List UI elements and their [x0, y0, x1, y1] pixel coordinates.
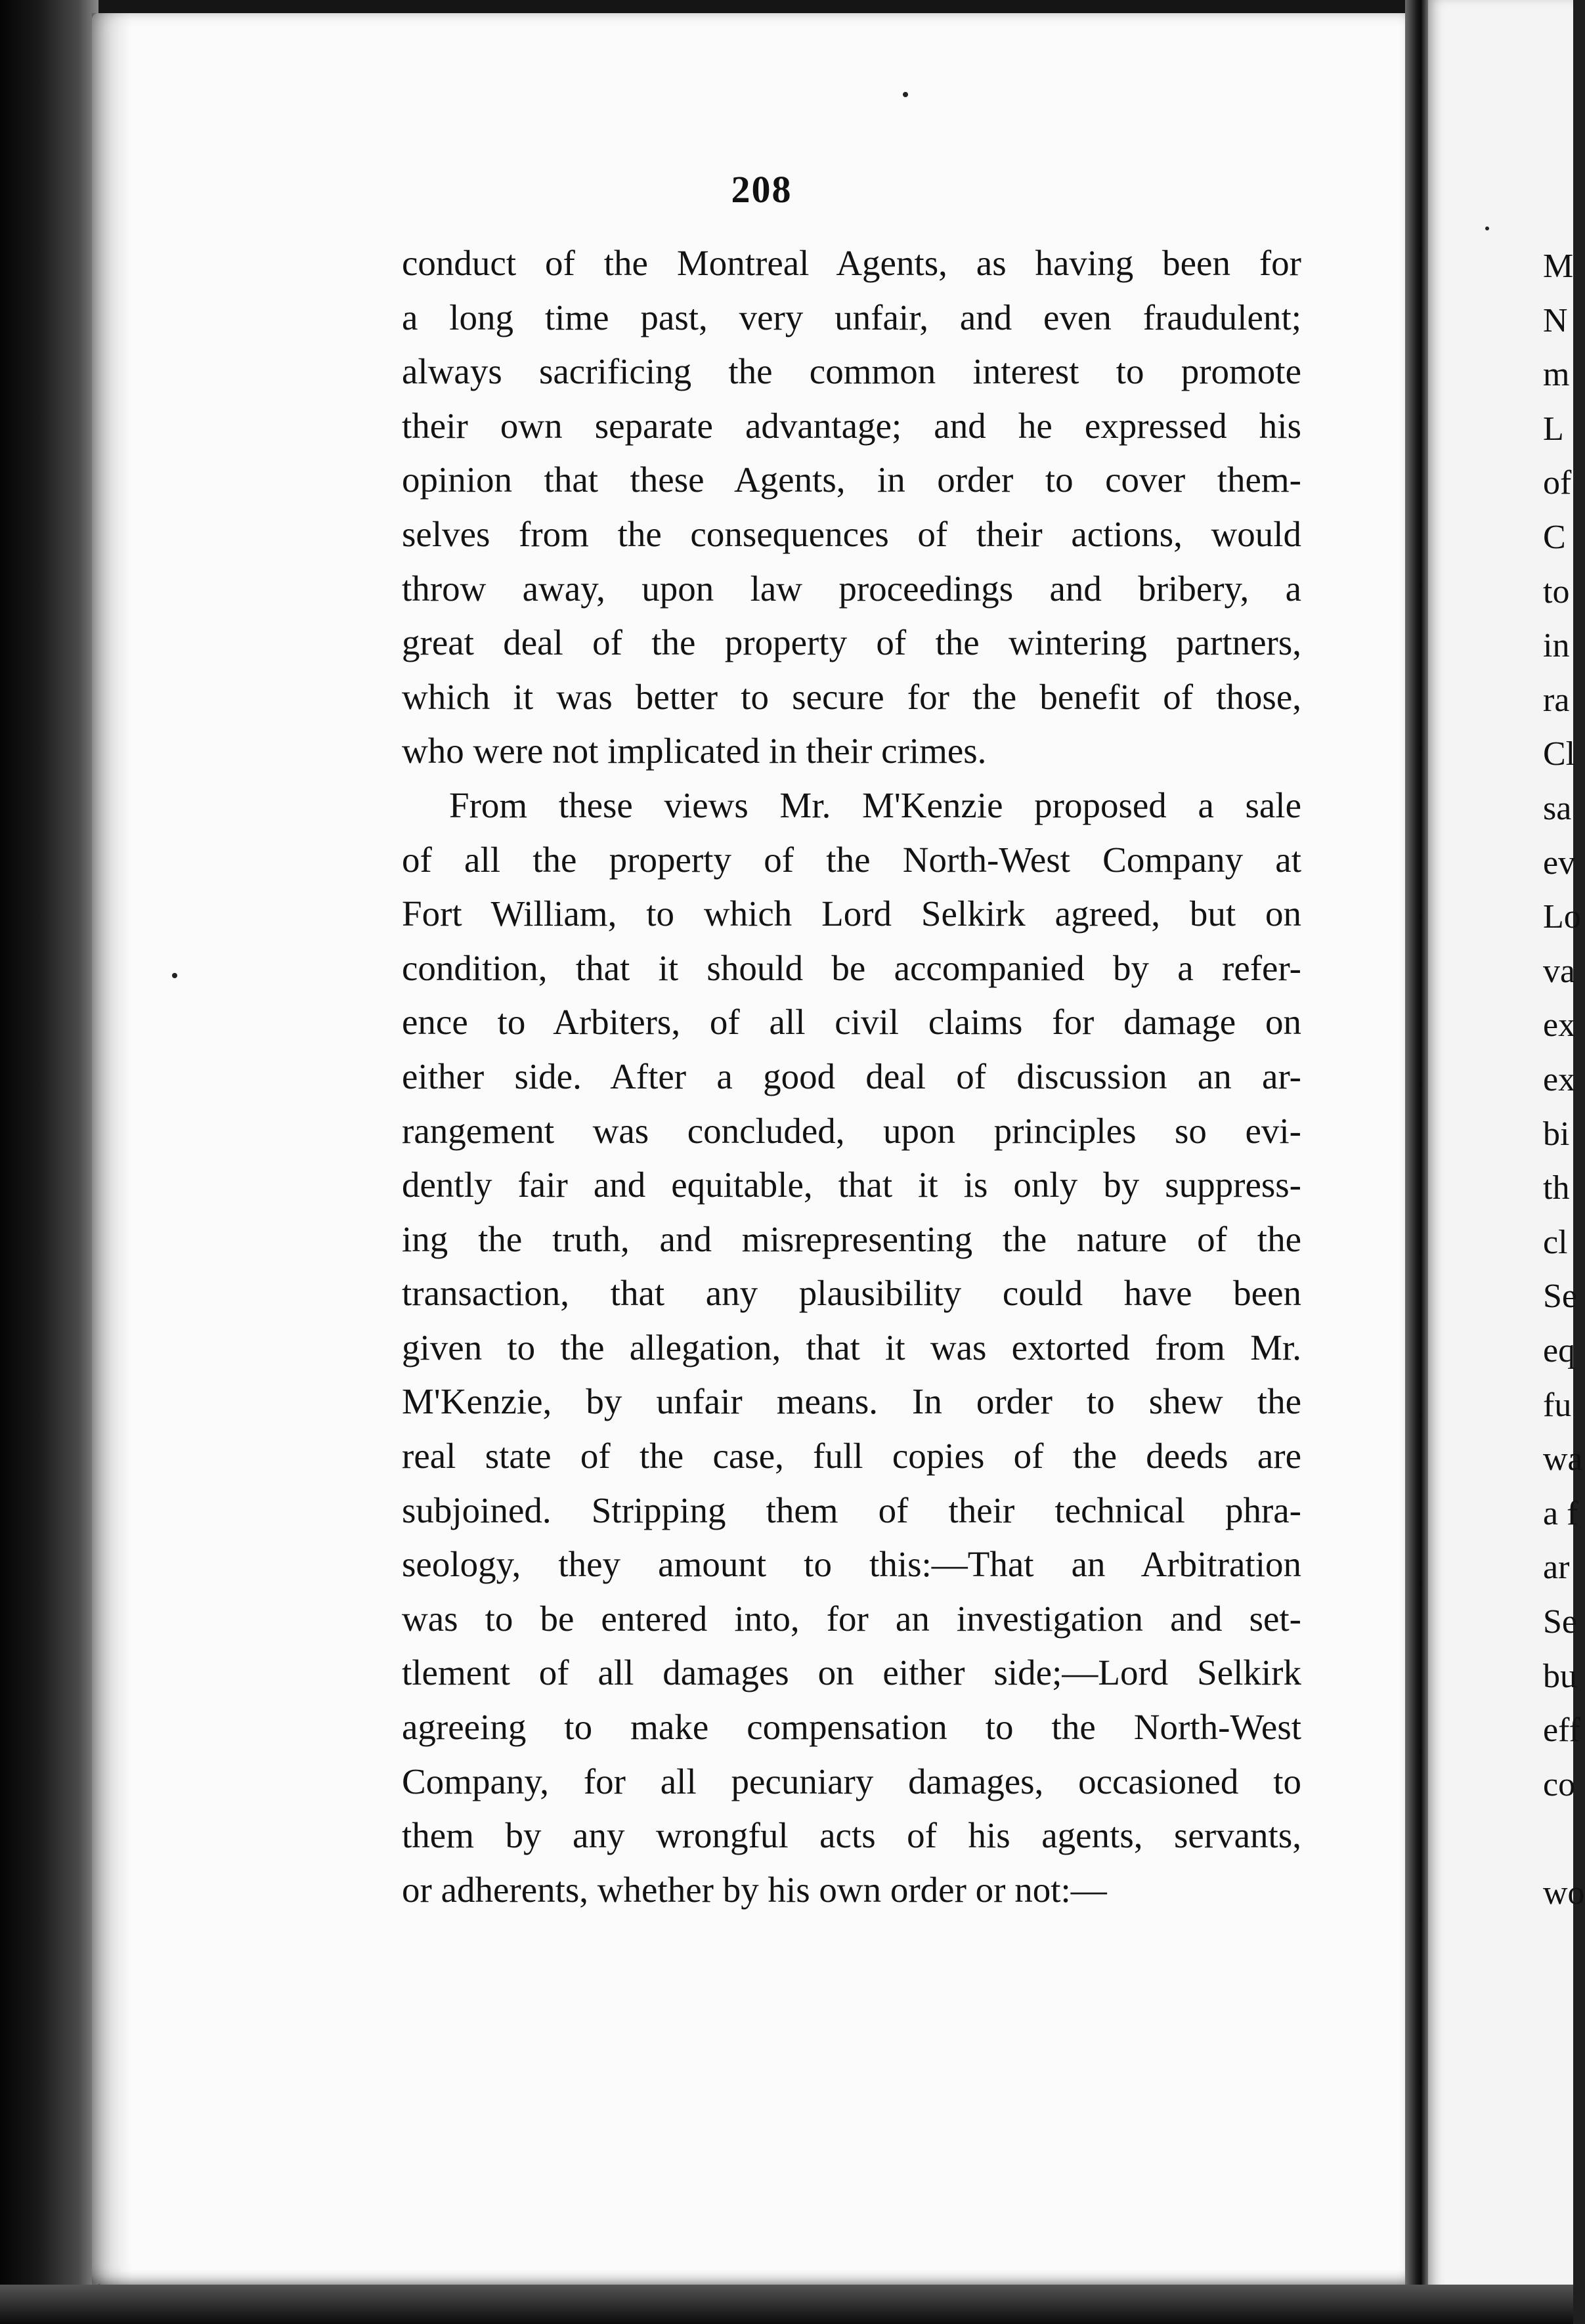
text-line: condition, that it should be accompanied by a refer- — [402, 947, 1301, 988]
facing-page-fragment: of — [1543, 464, 1572, 502]
text-line: rangement was concluded, upon principles so evi- — [402, 1110, 1301, 1151]
text-line: or adherents, whether by his own order or not:— — [402, 1869, 1107, 1910]
text-line: them by any wrongful acts of his agents, servants, — [402, 1815, 1301, 1856]
facing-page-fragment: Lo — [1543, 898, 1581, 936]
text-line: throw away, upon law proceedings and bribery, a — [402, 568, 1301, 609]
facing-page-fragment: eff — [1543, 1711, 1580, 1750]
page-curl-shadow — [92, 13, 131, 2285]
text-line: subjoined. Stripping them of their technical phra- — [402, 1490, 1301, 1530]
facing-page-fragment: wa — [1543, 1440, 1583, 1478]
facing-page-fragment: va — [1543, 952, 1576, 990]
facing-page-fragment: m — [1543, 356, 1570, 394]
facing-page-fragment: fu — [1543, 1386, 1572, 1424]
text-line: of all the property of the North-West Company at — [402, 839, 1301, 880]
facing-page-fragment: cl — [1543, 1223, 1568, 1261]
facing-page-fragment: eq — [1543, 1332, 1576, 1369]
facing-page-fragment: th — [1543, 1169, 1570, 1207]
facing-page-fragment: ev — [1543, 844, 1576, 882]
text-line: given to the allegation, that it was extorted from Mr. — [402, 1327, 1301, 1367]
facing-page-fragment: Cl — [1543, 735, 1576, 773]
facing-page-fragment: Se — [1543, 1278, 1577, 1316]
facing-page-fragment: bu — [1543, 1657, 1577, 1695]
text-line: either side. After a good deal of discussion an ar- — [402, 1056, 1301, 1096]
facing-page-fragment: Se — [1543, 1603, 1577, 1641]
text-line: great deal of the property of the wintering partners, — [402, 622, 1301, 663]
text-line: M'Kenzie, by unfair means. In order to shew the — [402, 1381, 1301, 1422]
text-line: real state of the case, full copies of the deeds are — [402, 1436, 1301, 1476]
ink-speck — [172, 973, 177, 978]
text-line: ing the truth, and misrepresenting the nature of the — [402, 1218, 1301, 1259]
text-line: transaction, that any plausibility could have been — [402, 1273, 1301, 1314]
bottom-edge-shadow — [0, 2285, 1573, 2324]
page-body-text — [402, 236, 1301, 1917]
facing-page-fragment: C — [1543, 519, 1566, 556]
facing-page-fragment: a f — [1543, 1494, 1578, 1532]
facing-page-fragment: N — [1543, 301, 1568, 339]
text-line: Fort William, to which Lord Selkirk agreed, but on — [402, 893, 1301, 934]
text-line: a long time past, very unfair, and even fraudulent; — [402, 297, 1301, 337]
book-gutter — [1405, 0, 1431, 2324]
facing-page-fragment: co — [1543, 1765, 1576, 1803]
text-line: Company, for all pecuniary damages, occasioned to — [402, 1761, 1301, 1801]
text-line: conduct of the Montreal Agents, as having been for — [402, 243, 1301, 283]
text-line: which it was better to secure for the benefit of those, — [402, 676, 1301, 717]
text-line: From these views Mr. M'Kenzie proposed a sale — [449, 785, 1301, 825]
facing-page-fragment: ra — [1543, 681, 1570, 719]
facing-page-fragment: ex — [1543, 1061, 1576, 1098]
facing-page-fragment: to — [1543, 572, 1570, 611]
text-line: was to be entered into, for an investigation and set- — [402, 1598, 1301, 1639]
text-line: agreeing to make compensation to the North-West — [402, 1707, 1301, 1748]
facing-page-fragment: M — [1543, 247, 1574, 285]
facing-page-fragment: wo — [1543, 1874, 1585, 1912]
facing-page-fragment: ar — [1543, 1549, 1570, 1587]
facing-page-fragment: L — [1543, 410, 1564, 448]
text-line: ence to Arbiters, of all civil claims for damage on — [402, 1002, 1301, 1043]
ink-speck — [1485, 226, 1489, 230]
text-line: who were not implicated in their crimes. — [402, 731, 987, 771]
facing-page-fragment: bi — [1543, 1115, 1570, 1153]
facing-page-fragment: sa — [1543, 790, 1572, 827]
binding-shadow — [0, 0, 98, 2324]
text-line: opinion that these Agents, in order to cover them- — [402, 460, 1301, 500]
text-line: always sacrificing the common interest to promote — [402, 351, 1301, 392]
text-line: their own separate advantage; and he expressed his — [402, 405, 1301, 446]
text-line: dently fair and equitable, that it is only by suppress- — [402, 1165, 1301, 1205]
text-line: tlement of all damages on either side;—Lord Selkirk — [402, 1652, 1301, 1693]
ink-speck — [903, 92, 908, 97]
facing-page-fragment: ex — [1543, 1006, 1576, 1044]
facing-page-fragment: in — [1543, 627, 1570, 665]
page-number: 208 — [731, 168, 792, 211]
text-line: selves from the consequences of their actions, would — [402, 513, 1301, 554]
text-line: seology, they amount to this:—That an Arbitration — [402, 1544, 1301, 1585]
